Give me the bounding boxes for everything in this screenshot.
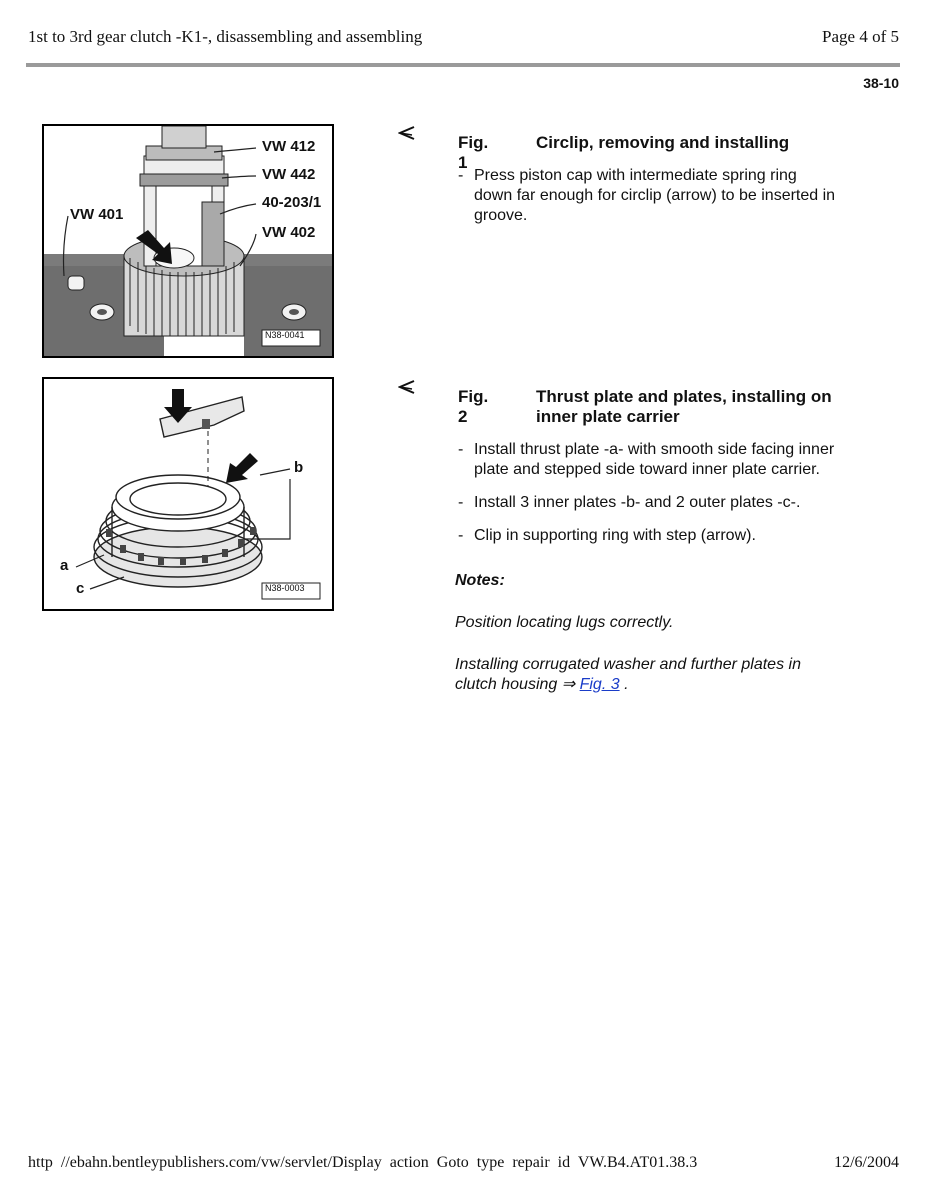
label-image-code: N38-0041 <box>265 330 305 340</box>
label-vw402: VW 402 <box>262 224 316 241</box>
footer-date: 12/6/2004 <box>834 1154 899 1171</box>
label-image-code: N38-0003 <box>265 583 305 593</box>
label-c: c <box>76 580 85 597</box>
header-divider <box>26 63 900 67</box>
figure-2-number: Fig. 2 <box>458 387 489 426</box>
pointer-arrow-icon <box>398 379 416 398</box>
document-number: 38-10 <box>863 75 899 91</box>
fig-3-link[interactable]: Fig. 3 <box>579 676 620 693</box>
document-title: 1st to 3rd gear clutch -K1-, disassembling and assembling <box>28 27 423 46</box>
label-vw412: VW 412 <box>262 138 316 155</box>
figure-1-number: Fig. 1 <box>458 133 489 172</box>
label-vw442: VW 442 <box>262 166 316 183</box>
notes-heading: Notes: <box>455 572 505 589</box>
note-corrugated-washer: Installing corrugated washer and further plates in <box>455 656 801 673</box>
figure-1-title: Circlip, removing and installing <box>536 133 790 152</box>
label-40-203-1: 40-203/1 <box>262 194 322 211</box>
label-vw401: VW 401 <box>70 206 124 223</box>
page-indicator: Page 4 of 5 <box>822 27 899 46</box>
pointer-arrow-icon <box>398 125 416 144</box>
footer-url: http //ebahn.bentleypublishers.com/vw/servlet/Display action Goto type repair id VW.B4.AT01.38.3 <box>28 1154 698 1171</box>
label-b: b <box>294 459 304 476</box>
note-clutch-housing: clutch housing ⇒ Fig. 3 . <box>455 676 629 693</box>
note-locating-lugs: Position locating lugs correctly. <box>455 614 674 631</box>
label-a: a <box>60 557 69 574</box>
figure-2-title: Thrust plate and plates, installing on inner plate carrier <box>536 387 832 426</box>
